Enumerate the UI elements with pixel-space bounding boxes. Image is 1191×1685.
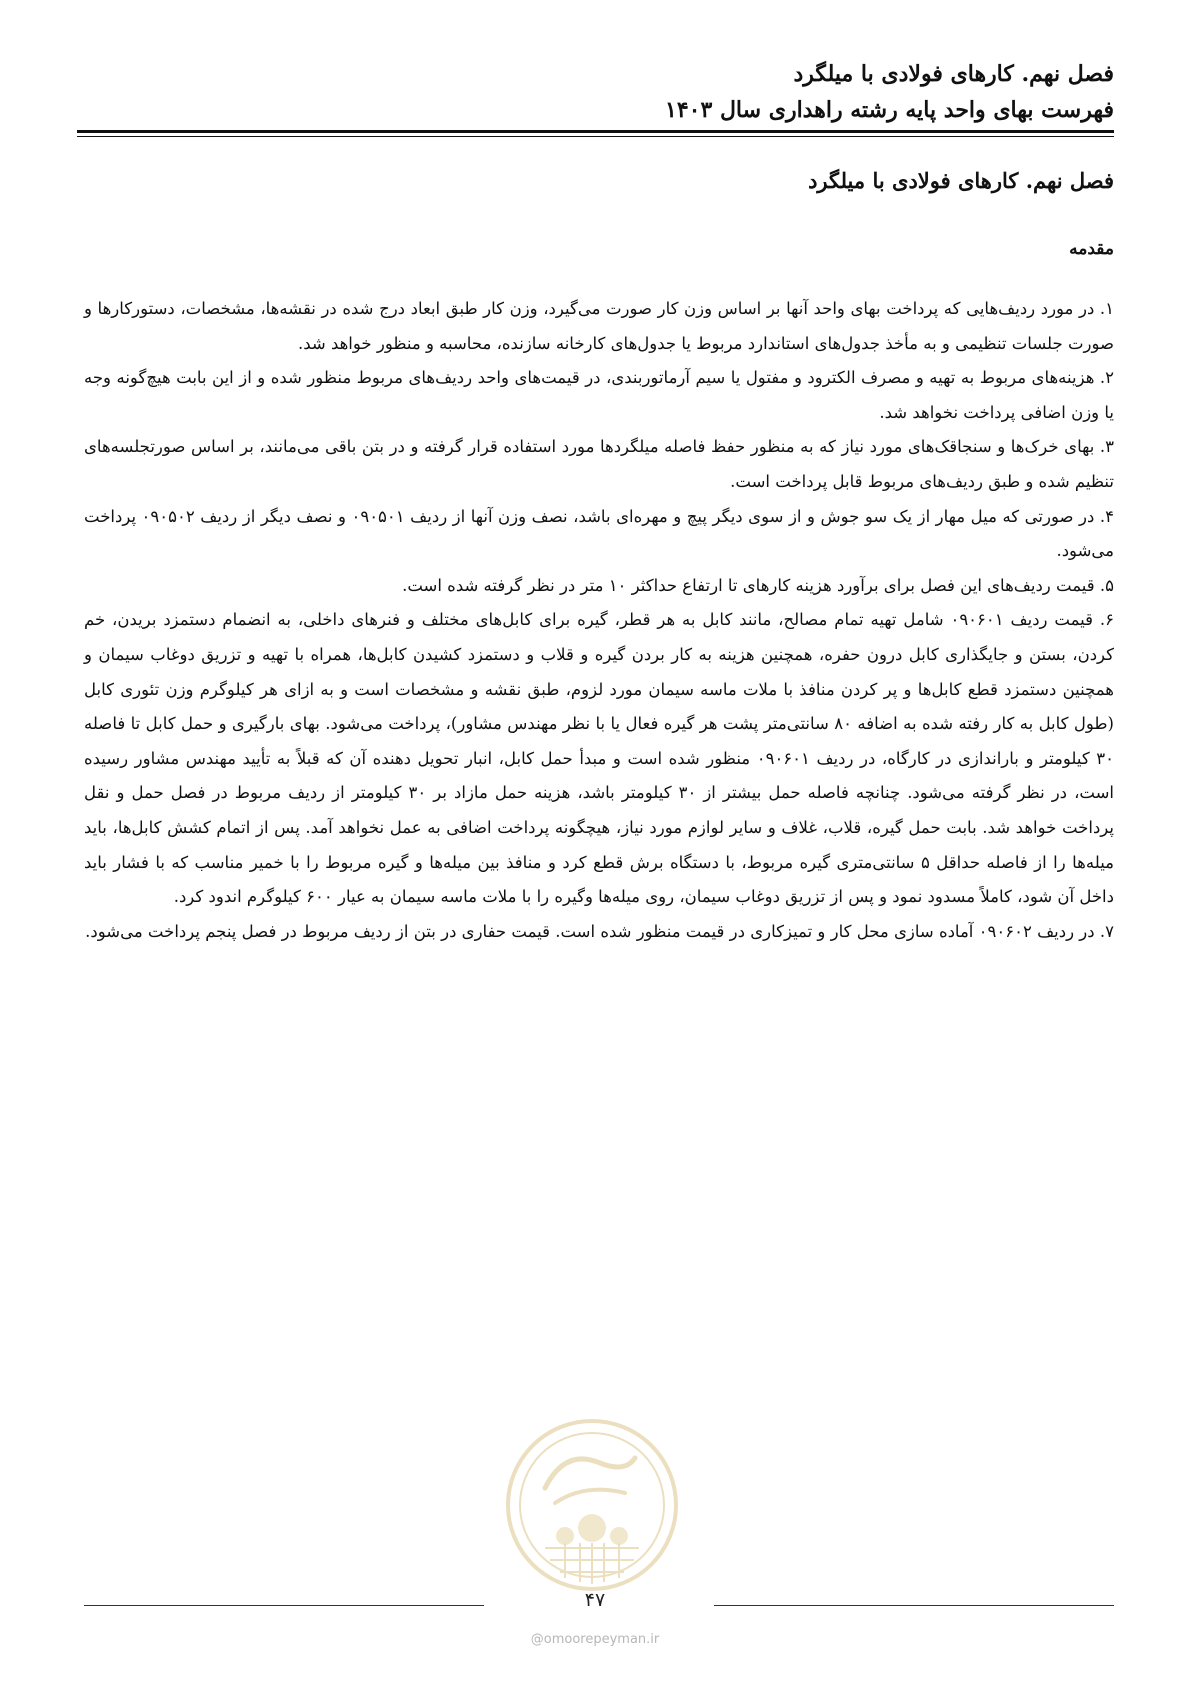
paragraph-1: ۱. در مورد ردیف‌هایی که پرداخت بهای واحد آنها بر اساس وزن کار صورت می‌گیرد، وزن کار طبق ابعاد درج شده در نقشه‌ها، مشخصات، دستورکارها و صورت جلسات تنظیمی و به مأخذ جدول‌های استاندارد مربوط یا جدول‌های کارخانه سازنده، محاسبه و منظور خواهد شد. — [84, 299, 1114, 353]
omoorepeyman-seal-icon — [505, 1418, 679, 1592]
footer-divider-right — [714, 1605, 1114, 1606]
header-catalog-title: فهرست بهای واحد پایه رشته راهداری سال ۱۴۰۳ — [665, 97, 1114, 123]
header-divider-thick — [77, 130, 1114, 133]
paragraph-7: ۷. در ردیف ۰۹۰۶۰۲ آماده سازی محل کار و تمیزکاری در قیمت منظور شده است. قیمت حفاری در بتن از ردیف مربوط در فصل پنجم پرداخت می‌شود. — [85, 921, 1114, 941]
header-divider-thin — [77, 136, 1114, 137]
footer-divider-left — [84, 1605, 484, 1606]
paragraph-5: ۵. قیمت ردیف‌های این فصل برای برآورد هزینه کارهای تا ارتفاع حداکثر ۱۰ متر در نظر گرفته شده است. — [402, 575, 1114, 595]
paragraph-2: ۲. هزینه‌های مربوط به تهیه و مصرف الکترود و مفتول یا سیم آرماتوربندی، در قیمت‌های واحد ردیف‌های مربوط منظور شده و از این بابت هیچ‌گونه وجه یا وزن اضافی پرداخت نخواهد شد. — [84, 368, 1114, 422]
paragraph-6: ۶. قیمت ردیف ۰۹۰۶۰۱ شامل تهیه تمام مصالح، مانند کابل به هر قطر، گیره برای کابل‌های مختلف و فنرهای داخلی، به انضمام دستمزد بریدن، خم کردن، بستن و جایگذاری کابل درون حفره، همچنین هزینه به کار بردن گیره و قلاب و دستمزد کشیدن کابل‌ها، همراه با تهیه و تزریق دوغاب سیمان و همچنین دستمزد قطع کابل‌ها و پر کردن منافذ با ملات ماسه سیمان مورد لزوم، طبق نقشه و مشخصات است و به ازای هر کیلوگرم وزن تئوری کابل (طول کابل به کار رفته شده به اضافه ۸۰ سانتی‌متر پشت هر گیره فعال یا با نظر مهندس مشاور)، پرداخت می‌شود. بهای بارگیری و حمل کابل تا فاصله ۳۰ کیلومتر و باراندازی در کارگاه، در ردیف ۰۹۰۶۰۱ منظور شده است و مبدأ حمل کابل، انبار تحویل دهنده آن که قبلاً به تأیید مهندس مشاور رسیده است، در نظر گرفته می‌شود. چنانچه فاصله حمل بیشتر از ۳۰ کیلومتر باشد، هزینه حمل مازاد بر ۳۰ کیلومتر از ردیف مربوط در فصل حمل و نقل پرداخت خواهد شد. بابت حمل گیره، قلاب، غلاف و سایر لوازم مورد نیاز، هیچگونه پرداخت اضافی به عمل نخواهد آمد. پس از اتمام کشش کابل‌ها، باید میله‌ها را از فاصله حداقل ۵ سانتی‌متری گیره مربوط، با دستگاه برش قطع کرد و منافذ بین میله‌ها و گیره مربوط را با خمیر مناسب که با فشار باید داخل آن شود، کاملاً مسدود نمود و پس از تزریق دوغاب سیمان، روی میله‌ها وگیره را با ملات ماسه سیمان به عیار ۶۰۰ کیلوگرم اندود کرد. — [84, 610, 1115, 907]
introduction-body — [84, 292, 1114, 949]
paragraph-3: ۳. بهای خرک‌ها و سنجاقک‌های مورد نیاز که به منظور حفظ فاصله میلگردها مورد استفاده قرار گرفته و در بتن باقی می‌مانند، بر اساس صورتجلسه‌های تنظیم شده و طبق ردیف‌های مربوط قابل پرداخت است. — [84, 437, 1114, 491]
introduction-heading: مقدمه — [1069, 239, 1114, 259]
page-number: ۴۷ — [584, 1589, 606, 1611]
chapter-title: فصل نهم. کارهای فولادی با میلگرد — [808, 168, 1114, 193]
page-header — [77, 56, 1114, 128]
header-chapter-title: فصل نهم. کارهای فولادی با میلگرد — [793, 61, 1114, 87]
watermark-url: @omoorepeyman.ir — [530, 1632, 660, 1647]
paragraph-4: ۴. در صورتی که میل مهار از یک سو جوش و از سوی دیگر پیچ و مهره‌ای باشد، نصف وزن آنها از ردیف ۰۹۰۵۰۱ و نصف دیگر از ردیف ۰۹۰۵۰۲ پرداخت می‌شود. — [84, 506, 1114, 561]
